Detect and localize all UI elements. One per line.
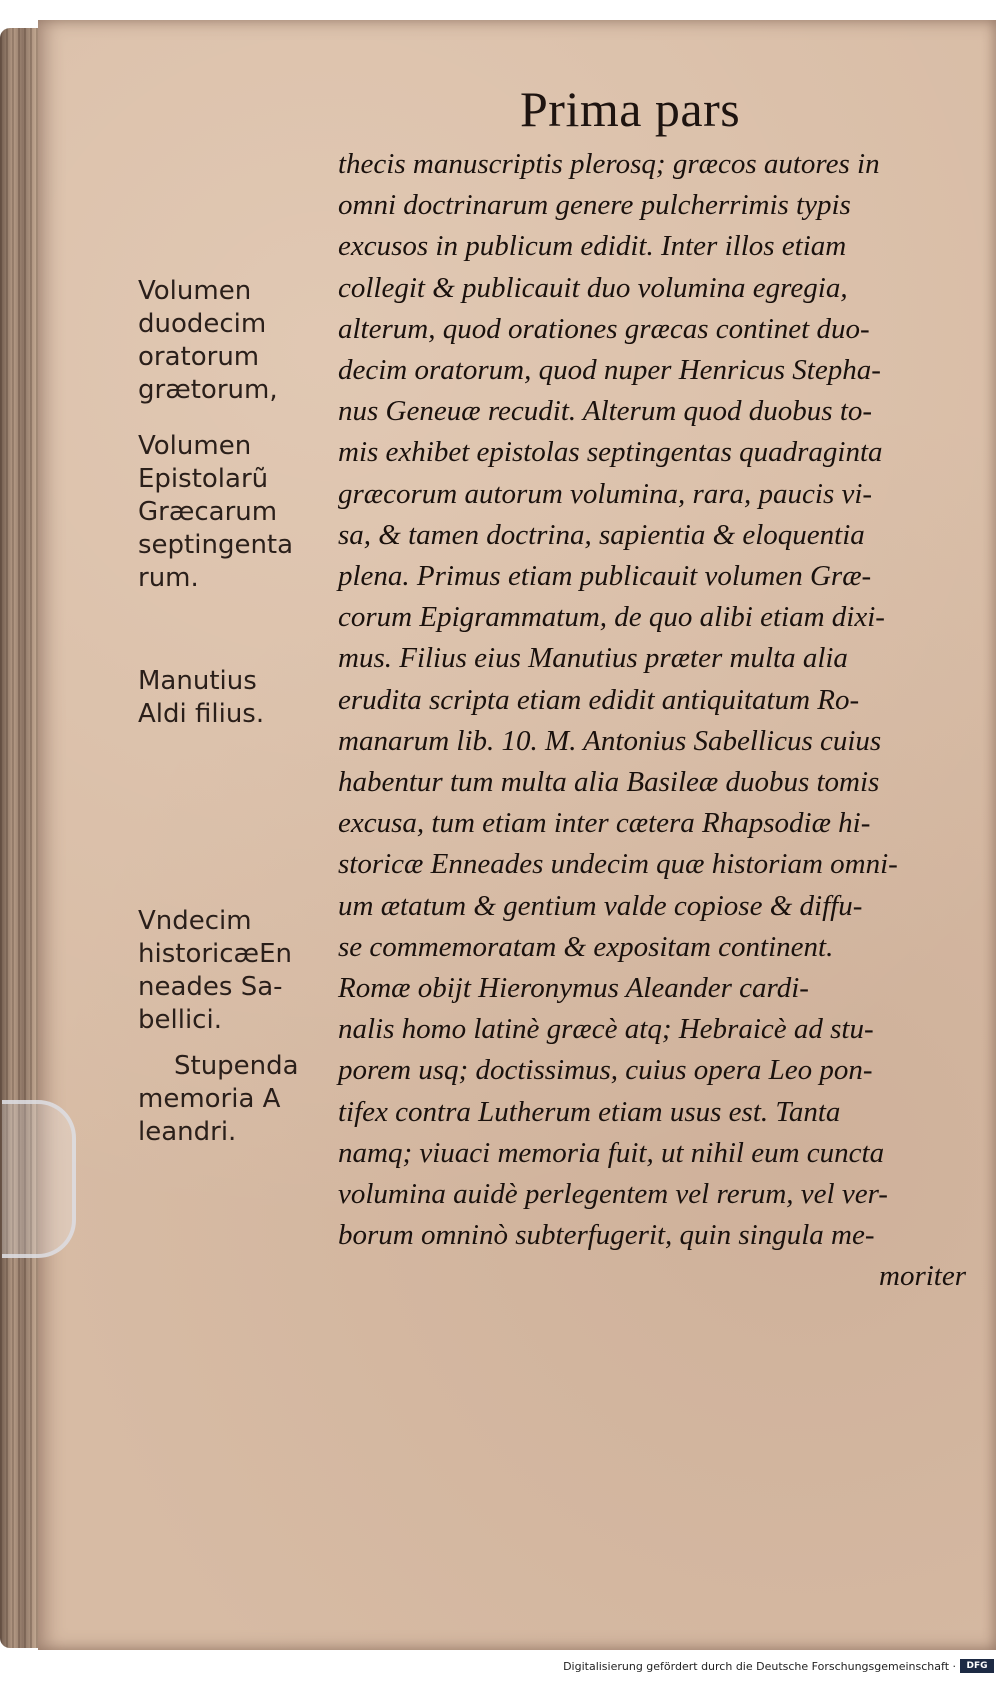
body-line: moriter: [879, 1260, 966, 1293]
body-line: storicæ Enneades undecim quæ historiam omni-: [338, 848, 898, 881]
body-line: namq; viuaci memoria fuit, ut nihil eum cuncta: [338, 1136, 885, 1169]
body-line: excusa, tum etiam inter cætera Rhapsodiæ hi-: [338, 807, 871, 840]
page-clip: [2, 1100, 76, 1258]
margin-note-line: rum.: [138, 563, 199, 593]
body-line: mus. Filius eius Manutius præter multa alia: [338, 642, 848, 675]
book-spine-edge: [0, 28, 38, 1648]
margin-note-line: oratorum: [138, 342, 260, 372]
body-line: porem usq; doctissimus, cuius opera Leo pon-: [338, 1054, 873, 1087]
margin-note-volumen-oratorum: [138, 275, 338, 407]
margin-note-vndecim: [138, 905, 338, 1037]
dfg-logo-icon: DFG: [960, 1659, 994, 1673]
margin-note-line: Volumen: [138, 276, 252, 306]
margin-note-line: Græcarum: [138, 497, 278, 527]
margin-note-line: leandri.: [138, 1117, 237, 1147]
running-header: Prima pars: [520, 81, 741, 137]
body-line: Romæ obijt Hieronymus Aleander cardi-: [338, 972, 809, 1004]
body-line: alterum, quod orationes græcas continet duo-: [338, 312, 870, 345]
body-line: se commemoratam & expositam continent.: [338, 930, 834, 963]
digitization-credit: Digitalisierung gefördert durch die Deutsche Forschungsgemeinschaft ·: [563, 1660, 956, 1673]
margin-note-line: historicæEn: [138, 939, 292, 969]
body-line: erudita scripta etiam edidit antiquitatum Ro-: [338, 683, 860, 716]
margin-note-line: Vndecim: [138, 906, 252, 936]
body-line: excusos in publicum edidit. Inter illos etiam: [338, 230, 847, 263]
body-line: nus Geneuæ recudit. Alterum quod duobus to-: [338, 395, 873, 428]
margin-note-line: septingenta: [138, 530, 294, 560]
body-line: borum omninò subterfugerit, quin singula me-: [338, 1219, 875, 1252]
margin-note-line: Aldi filius.: [138, 699, 265, 729]
margin-note-line: memoria A: [138, 1084, 281, 1114]
body-line: plena. Primus etiam publicauit volumen Græ-: [338, 560, 872, 592]
margin-note-line: bellici.: [138, 1005, 222, 1035]
body-line: thecis manuscriptis plerosq; græcos autores in: [338, 148, 880, 180]
body-line: græcorum autorum volumina, rara, paucis vi-: [338, 477, 873, 510]
margin-note-manutius: [138, 665, 338, 731]
body-line: collegit & publicauit duo volumina egregia,: [338, 271, 848, 304]
body-line: habentur tum multa alia Basileæ duobus tomis: [338, 766, 880, 798]
body-line: manarum lib. 10. M. Antonius Sabellicus cuius: [338, 724, 882, 757]
body-line: tifex contra Lutherum etiam usus est. Tanta: [338, 1095, 841, 1128]
margin-note-line: Stupenda: [174, 1051, 299, 1081]
margin-note-line: grætorum,: [138, 375, 278, 405]
margin-note-line: Volumen: [138, 431, 252, 461]
margin-note-line: Epistolarũ: [138, 464, 269, 494]
margin-note-line: Manutius: [138, 666, 257, 696]
body-line: omni doctrinarum genere pulcherrimis typis: [338, 189, 851, 222]
body-line: volumina auidè perlegentem vel rerum, vel ver-: [338, 1178, 888, 1210]
body-line: um ætatum & gentium valde copiose & diffu-: [338, 889, 863, 922]
margin-note-line: duodecim: [138, 309, 267, 339]
body-line: mis exhibet epistolas septingentas quadraginta: [338, 436, 883, 469]
margin-note-volumen-epistolarum: [138, 430, 338, 595]
body-line: nalis homo latinè græcè atq; Hebraicè ad stu-: [338, 1013, 874, 1046]
body-line: decim oratorum, quod nuper Henricus Stepha-: [338, 354, 881, 386]
body-line: sa, & tamen doctrina, sapientia & eloquentia: [338, 518, 865, 551]
margin-note-line: neades Sa-: [138, 972, 283, 1002]
body-line: corum Epigrammatum, de quo alibi etiam dixi-: [338, 601, 885, 634]
